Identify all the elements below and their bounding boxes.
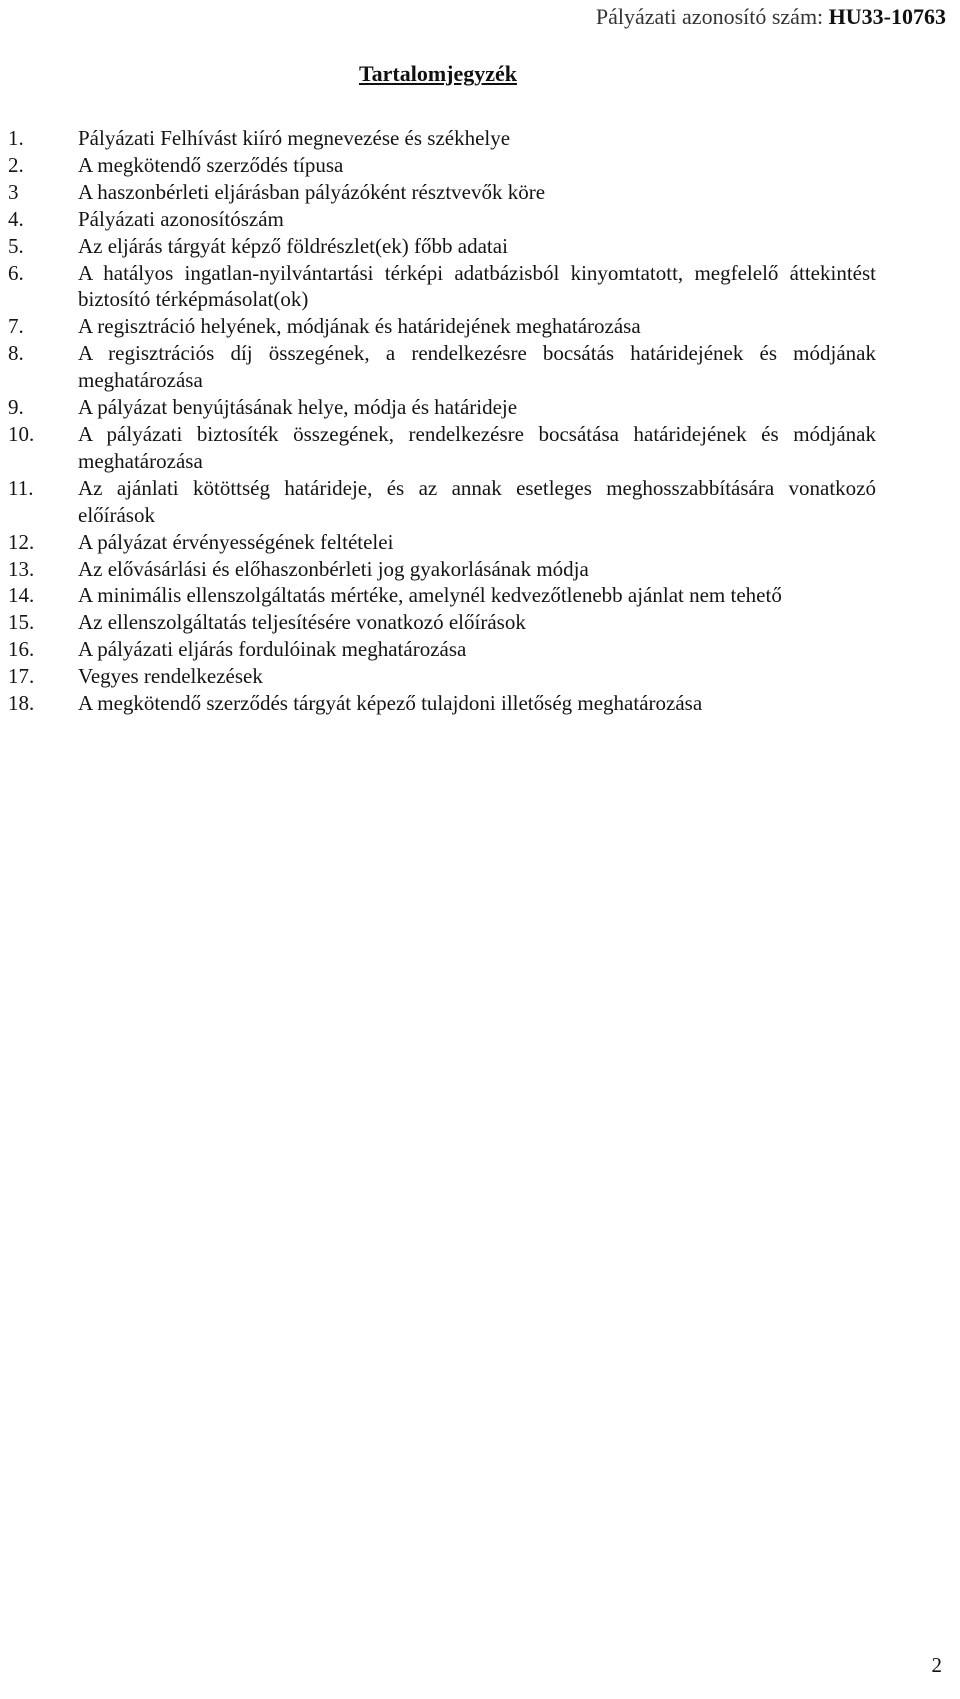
toc-text: A minimális ellenszolgáltatás mértéke, amelynél kedvezőtlenebb ajánlat nem tehető bbox=[78, 583, 782, 608]
toc-item-16 bbox=[8, 636, 876, 663]
toc-item-7 bbox=[8, 313, 876, 340]
toc-item-18 bbox=[8, 690, 876, 717]
toc-text: Pályázati Felhívást kiíró megnevezése és székhelye bbox=[78, 126, 511, 150]
toc-title: Tartalomjegyzék bbox=[358, 61, 518, 86]
toc-item-6 bbox=[8, 260, 876, 314]
toc-number: 3 bbox=[8, 179, 19, 204]
toc-item-3 bbox=[8, 179, 876, 206]
toc-number: 13. bbox=[8, 556, 35, 581]
page-header bbox=[596, 4, 946, 30]
toc-number: 16. bbox=[8, 637, 35, 662]
toc-text: Az eljárás tárgyát képző földrészlet(ek) főbb adatai bbox=[78, 233, 508, 258]
toc-number: 17. bbox=[8, 664, 35, 689]
toc-item-11 bbox=[8, 475, 876, 529]
toc-item-9 bbox=[8, 394, 876, 421]
toc-number: 1. bbox=[8, 126, 24, 150]
toc-list bbox=[8, 125, 876, 717]
toc-number: 15. bbox=[8, 610, 35, 635]
toc-number: 6. bbox=[8, 260, 24, 285]
toc-item-12 bbox=[8, 529, 876, 556]
toc-item-10 bbox=[8, 421, 876, 475]
toc-number: 7. bbox=[8, 314, 24, 339]
toc-item-17 bbox=[8, 663, 876, 690]
toc-number: 4. bbox=[8, 206, 24, 231]
toc-item-15 bbox=[8, 609, 876, 636]
toc-text: A megkötendő szerződés típusa bbox=[78, 152, 344, 177]
toc-item-5 bbox=[8, 233, 876, 260]
toc-item-13 bbox=[8, 556, 876, 583]
header-label: Pályázati azonosító szám: bbox=[595, 4, 824, 29]
toc-number: 14. bbox=[8, 583, 35, 608]
tender-id: HU33-10763 bbox=[828, 4, 946, 29]
toc-text: A regisztrációs díj összegének, a rendelkezésre bocsátás határidejének és módjának meghatározása bbox=[78, 341, 876, 393]
toc-text: Pályázati azonosítószám bbox=[78, 206, 284, 231]
toc-text: A megkötendő szerződés tárgyát képező tulajdoni illetőség meghatározása bbox=[78, 691, 703, 716]
toc-text: A hatályos ingatlan-nyilvántartási térképi adatbázisból kinyomtatott, megfelelő áttekintést biztosító térképmásolat(ok) bbox=[78, 260, 876, 312]
toc-text: Az elővásárlási és előhaszonbérleti jog gyakorlásának módja bbox=[78, 556, 589, 581]
toc-text: A pályázat érvényességének feltételei bbox=[78, 529, 394, 554]
toc-text: Vegyes rendelkezések bbox=[78, 664, 263, 689]
toc-item-8 bbox=[8, 340, 876, 394]
toc-number: 18. bbox=[8, 691, 35, 716]
toc-number: 8. bbox=[8, 341, 24, 366]
toc-number: 10. bbox=[8, 421, 35, 446]
toc-text: A pályázat benyújtásának helye, módja és határideje bbox=[78, 395, 518, 420]
toc-number: 5. bbox=[8, 233, 24, 258]
toc-number: 11. bbox=[8, 475, 34, 500]
toc-number: 9. bbox=[8, 395, 24, 420]
toc-item-2 bbox=[8, 152, 876, 179]
toc-text: Az ajánlati kötöttség határideje, és az annak esetleges meghosszabbítására vonatkozó előírások bbox=[78, 475, 876, 527]
toc-text: A pályázati biztosíték összegének, rendelkezésre bocsátása határidejének és módjának meghatározása bbox=[78, 421, 876, 473]
toc-item-1 bbox=[8, 125, 876, 152]
toc-number: 2. bbox=[8, 152, 24, 177]
toc-text: Az ellenszolgáltatás teljesítésére vonatkozó előírások bbox=[78, 610, 526, 635]
toc-number: 12. bbox=[8, 529, 35, 554]
toc-item-14 bbox=[8, 582, 876, 609]
page-number: 2 bbox=[931, 1653, 942, 1677]
toc-text: A haszonbérleti eljárásban pályázóként résztvevők köre bbox=[78, 179, 546, 204]
toc-text: A pályázati eljárás fordulóinak meghatározása bbox=[78, 637, 467, 662]
toc-item-4 bbox=[8, 206, 876, 233]
toc-text: A regisztráció helyének, módjának és határidejének meghatározása bbox=[78, 314, 641, 339]
